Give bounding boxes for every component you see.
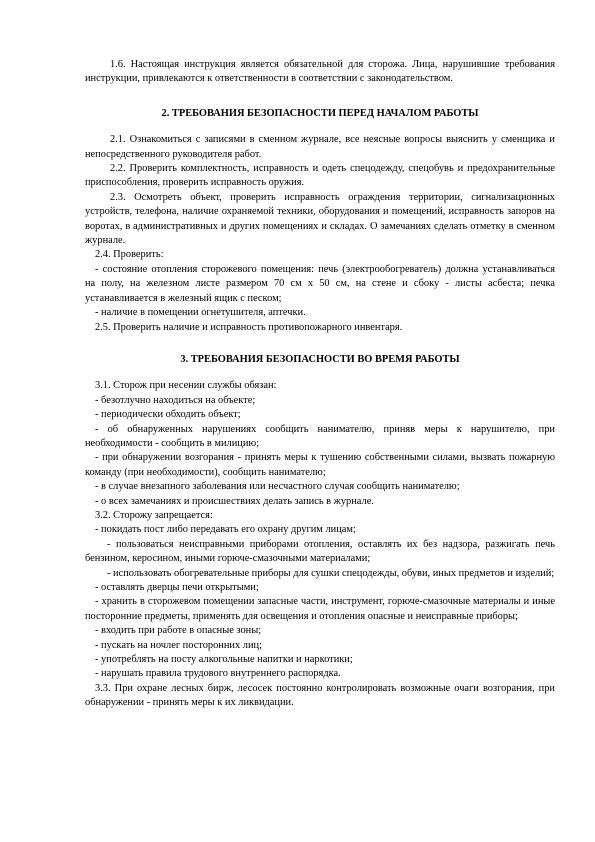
- paragraph-3-1-f: - о всех замечаниях и происшествиях делать запись в журнале.: [95, 495, 374, 507]
- paragraph-3-3: 3.3. При охране лесных бирж, лесосек постоянно контролировать возможные очаги возгорания, при обнаружении - принять меры к их ликвидации.: [85, 682, 555, 709]
- paragraph-3-1: 3.1. Сторож при несении службы обязан:: [95, 380, 277, 392]
- paragraph-3-2-c: - использовать обогревательные приборы для сушки спецодежды, обуви, иных предметов и изделий;: [107, 567, 555, 579]
- paragraph-2-4-a: - состояние отопления сторожевого помещения: печь (электрообогреватель) должна устанавливаться на полу, на железном листе размером 70 см х 50 см, на стене и сбоку - листы асбеста; печка устанавливается в железный ящик с песком;: [85, 263, 555, 304]
- document-body: [85, 58, 555, 711]
- paragraph-3-2-d: - оставлять дверцы печи открытыми;: [95, 582, 259, 593]
- paragraph-3-2: 3.2. Сторожу запрещается:: [95, 509, 213, 521]
- paragraph-3-2-e: - хранить в сторожевом помещении запасные части, инструмент, горюче-смазочные материалы и иные посторонние предметы, применять для освещения и отопления опасные и неисправные приборы;: [85, 596, 555, 622]
- paragraph-3-1-b: - периодически обходить объект;: [95, 409, 241, 421]
- paragraph-3-2-h: - употреблять на посту алкогольные напитки и наркотики;: [95, 654, 353, 666]
- paragraph-3-2-b: - пользоваться неисправными приборами отопления, оставлять их без надзора, разжигать печь бензином, керосином, иными горюче-смазочными материалами;: [85, 538, 555, 565]
- paragraph-2-1: 2.1. Ознакомиться с записями в сменном журнале, все неясные вопросы выяснить у сменщика и непосредственного руководителя работ.: [85, 134, 555, 160]
- section-2-heading: 2. ТРЕБОВАНИЯ БЕЗОПАСНОСТИ ПЕРЕД НАЧАЛОМ РАБОТЫ: [161, 107, 479, 119]
- paragraph-3-2-g: - пускать на ночлег посторонних лиц;: [95, 639, 262, 651]
- paragraph-2-4: 2.4. Проверить:: [95, 249, 164, 261]
- paragraph-2-4-b: - наличие в помещении огнетушителя, аптечки.: [95, 307, 306, 319]
- paragraph-3-2-a: - покидать пост либо передавать его охрану другим лицам;: [95, 524, 356, 536]
- paragraph-2-5: 2.5. Проверить наличие и исправность противопожарного инвентаря.: [95, 321, 403, 333]
- paragraph-3-1-a: - безотлучно находиться на объекте;: [95, 394, 256, 406]
- paragraph-3-1-d: - при обнаружении возгорания - принять меры к тушению собственными силами, вызвать пожарную команду (при необходимости), сообщить нанимателю;: [85, 452, 555, 478]
- paragraph-1-6: 1.6. Настоящая инструкция является обязательной для сторожа. Лица, нарушившие требования инструкции, привлекаются к ответственности в соответствии с законодательством.: [85, 59, 555, 85]
- paragraph-3-1-c: - об обнаруженных нарушениях сообщить нанимателю, приняв меры к нарушителю, при необходимости - сообщить в милицию;: [85, 423, 555, 449]
- paragraph-3-1-e: - в случае внезапного заболевания или несчастного случая сообщить нанимателю;: [95, 481, 460, 493]
- paragraph-3-2-i: - нарушать правила трудового внутреннего распорядка.: [95, 668, 341, 680]
- paragraph-2-3: 2.3. Осмотреть объект, проверить исправность ограждения территории, сигнализационных устройств, телефона, наличие охраняемой техники, оборудования и помещений, исправность запоров на воротах, в административных и других помещениях и складах. О замечаниях сделать отметку в сменном журнале.: [85, 191, 555, 247]
- paragraph-2-2: 2.2. Проверить комплектность, исправность и одеть спецодежду, спецобувь и предохранительные приспособления, проверить исправность оружия.: [85, 163, 555, 189]
- section-3-heading: 3. ТРЕБОВАНИЯ БЕЗОПАСНОСТИ ВО ВРЕМЯ РАБОТЫ: [180, 353, 460, 365]
- paragraph-3-2-f: - входить при работе в опасные зоны;: [95, 625, 262, 637]
